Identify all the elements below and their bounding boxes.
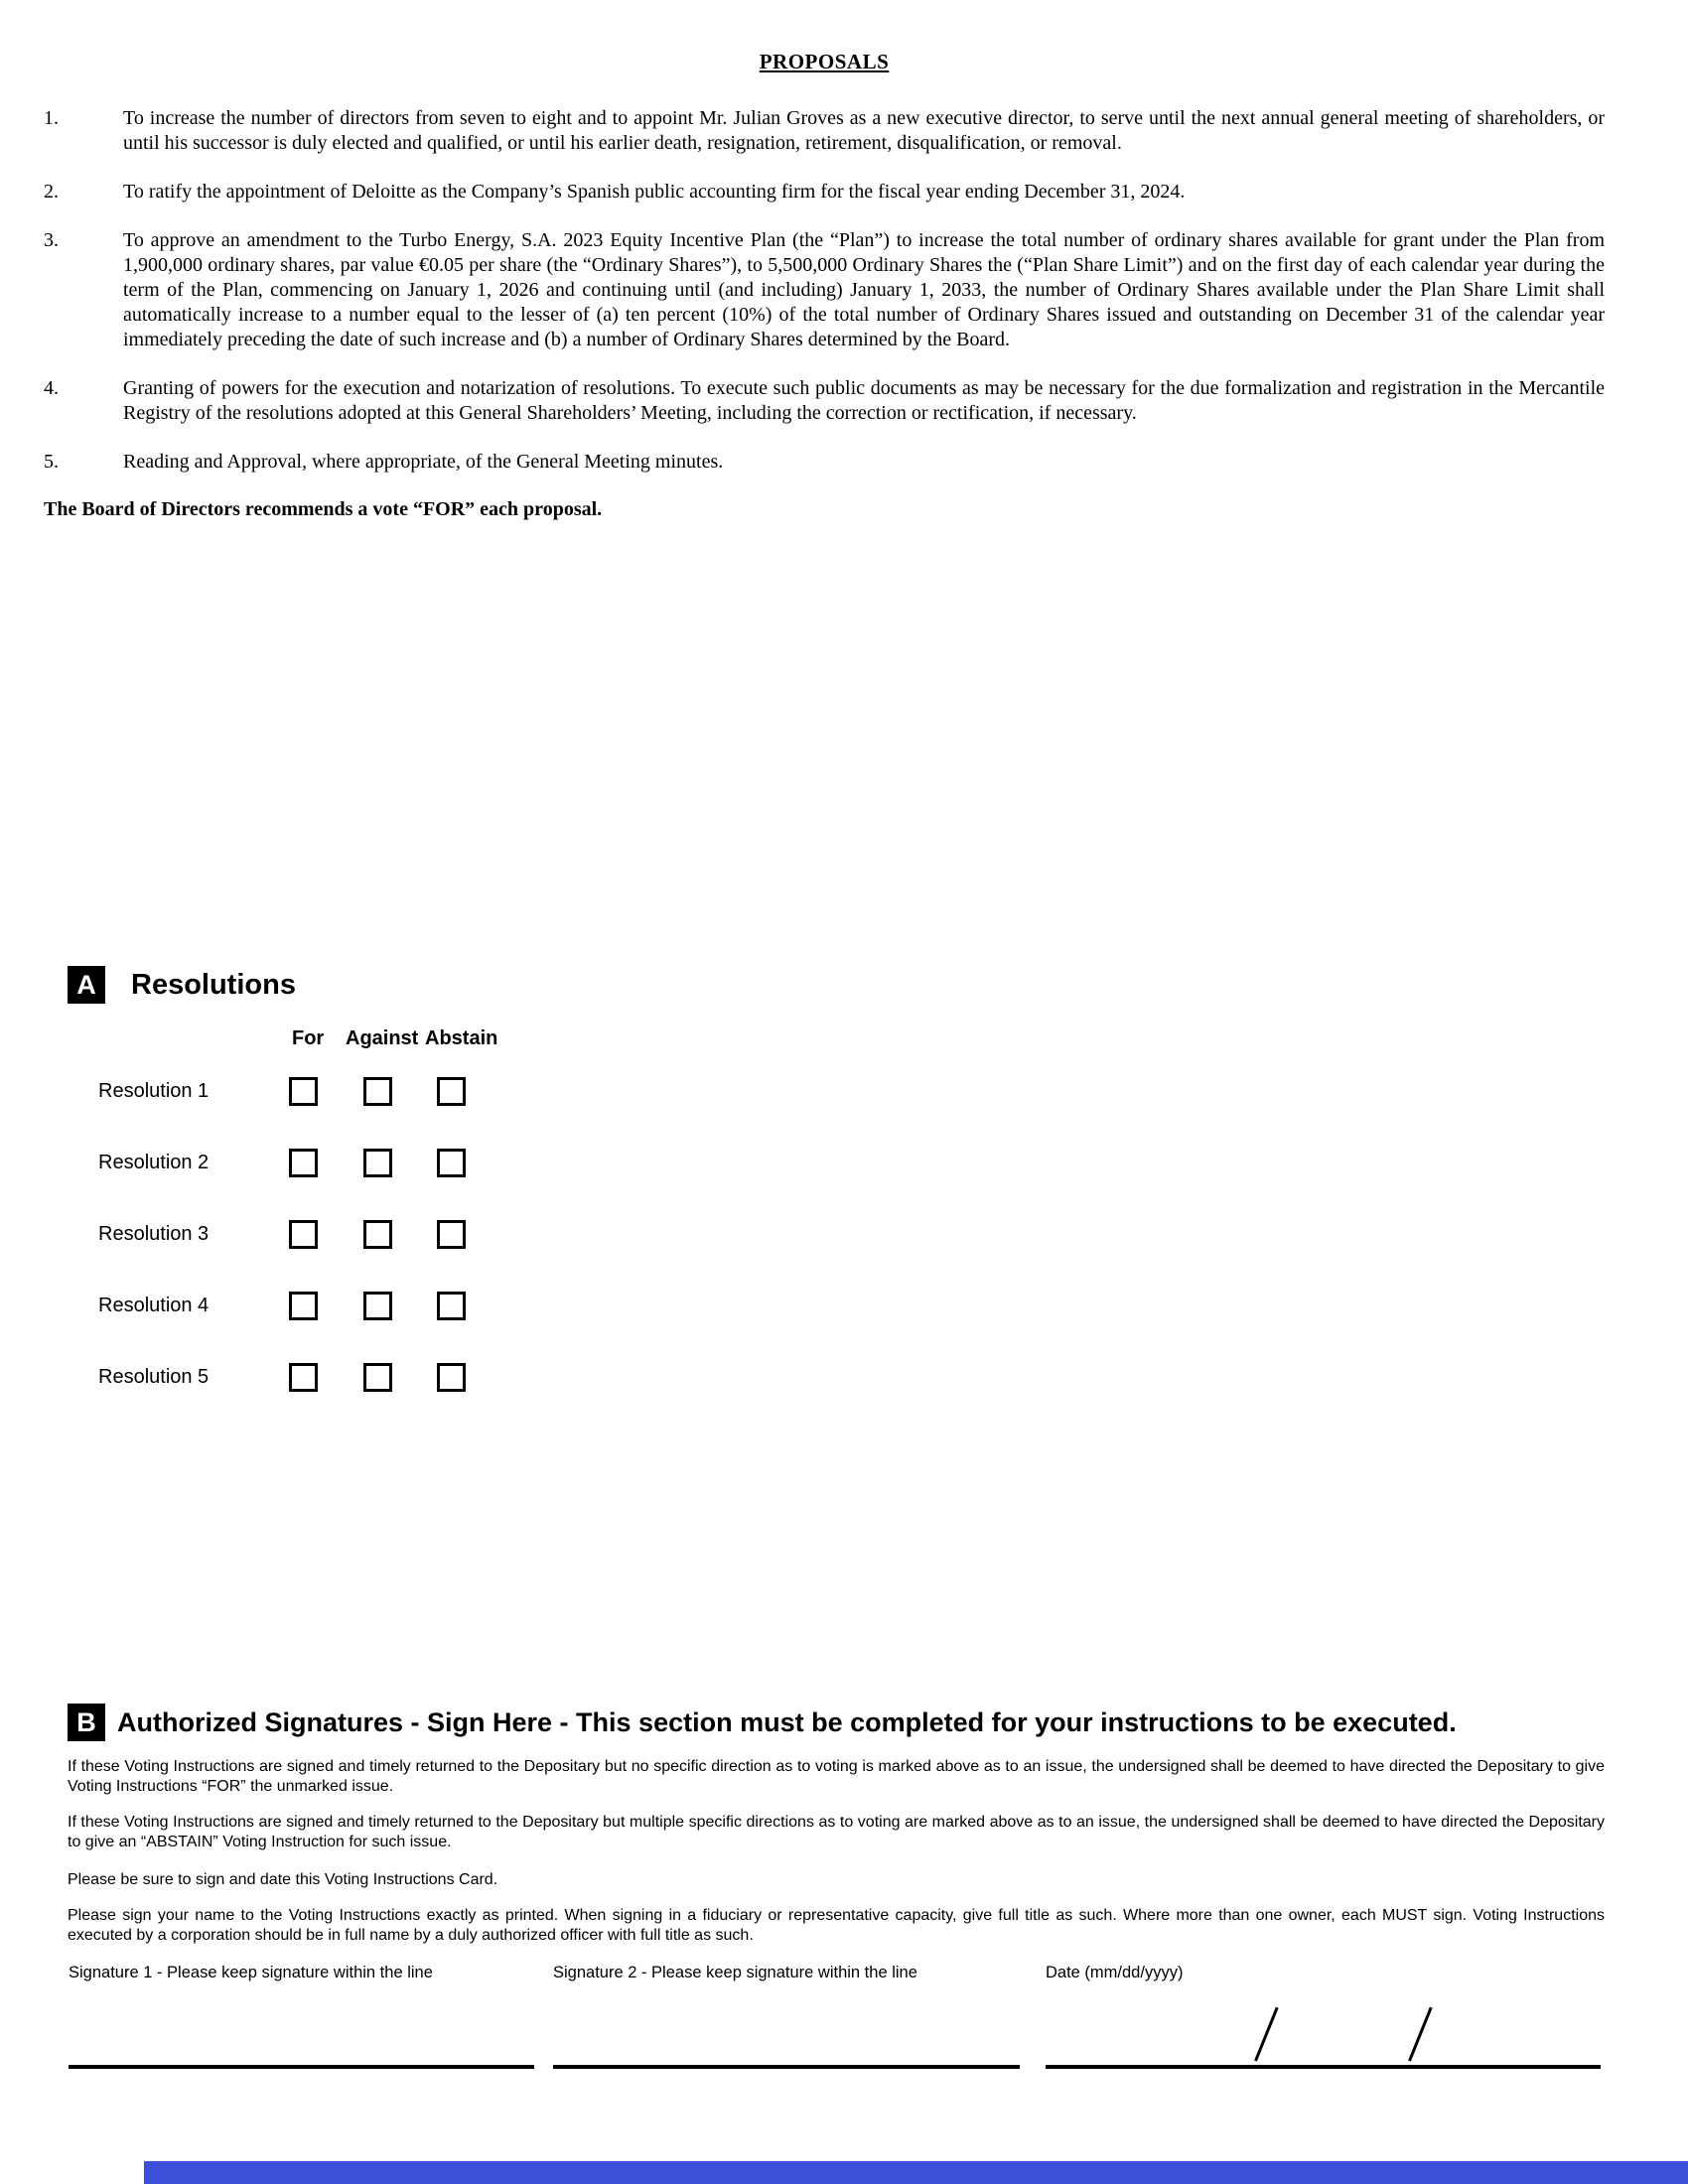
checkbox-against-resolution-5[interactable] [363, 1363, 392, 1392]
resolution-label: Resolution 1 [98, 1080, 210, 1102]
checkbox-abstain-resolution-3[interactable] [437, 1220, 466, 1249]
signature-row [68, 1964, 1605, 2069]
proposal-number: 2. [44, 181, 59, 203]
resolution-row-4 [68, 1292, 624, 1320]
checkbox-for-resolution-1[interactable] [289, 1077, 318, 1106]
instruction-paragraph-2: If these Voting Instructions are signed and timely returned to the Depositary but multiple specific directions as to voting are marked above as to an issue, the undersigned shall be deemed to have directed the Depositary to give an “ABSTAIN” Voting Instruction for such issue. [68, 1814, 1605, 1850]
proposal-item-5 [44, 450, 1605, 475]
proposal-text: To approve an amendment to the Turbo Energy, S.A. 2023 Equity Incentive Plan (the “Plan”) to increase the total number of ordinary shares available for grant under the Plan from 1,900,000 ordinary shares, par value €0.05 per share (the “Ordinary Shares”), to 5,500,000 Ordinary Shares the (“Plan Share Limit”) and on the first day of each calendar year during the term of the Plan, commencing on January 1, 2026 and continuing until (and including) January 1, 2033, the number of Ordinary Shares available under the Plan Share Limit shall automatically increase to a number equal to the lesser of (a) ten percent (10%) of the total number of Ordinary Shares issued and outstanding on December 31 of the calendar year immediately preceding the date of such increase and (b) a number of Ordinary Shares determined by the Board. [123, 229, 1605, 350]
section-a-header [68, 966, 683, 1004]
column-header-abstain: Abstain [425, 1027, 498, 1049]
resolutions-title: Resolutions [131, 968, 296, 1001]
board-recommendation: The Board of Directors recommends a vote “FOR” each proposal. [44, 498, 603, 520]
proposals-section [44, 50, 1605, 521]
checkbox-for-resolution-3[interactable] [289, 1220, 318, 1249]
proposal-item-3 [44, 228, 1605, 352]
checkbox-against-resolution-2[interactable] [363, 1149, 392, 1177]
proposals-heading: PROPOSALS [759, 50, 890, 73]
date-label: Date (mm/dd/yyyy) [1046, 1964, 1184, 1981]
resolution-row-1 [68, 1077, 624, 1106]
checkbox-for-resolution-2[interactable] [289, 1149, 318, 1177]
resolution-row-3 [68, 1220, 624, 1249]
signature-1-line[interactable] [69, 2065, 534, 2069]
date-separator-slash [1408, 2007, 1433, 2062]
signature-1-label: Signature 1 - Please keep signature within the line [69, 1964, 433, 1981]
checkbox-against-resolution-3[interactable] [363, 1220, 392, 1249]
section-a-marker: A [68, 966, 105, 1004]
checkbox-for-resolution-5[interactable] [289, 1363, 318, 1392]
checkbox-abstain-resolution-5[interactable] [437, 1363, 466, 1392]
instruction-paragraph-1: If these Voting Instructions are signed and timely returned to the Depositary but no specific direction as to voting is marked above as to an issue, the undersigned shall be deemed to have directed the Depositary to give Voting Instructions “FOR” the unmarked issue. [68, 1758, 1605, 1795]
resolution-row-2 [68, 1149, 624, 1177]
checkbox-against-resolution-1[interactable] [363, 1077, 392, 1106]
signature-2-line[interactable] [553, 2065, 1020, 2069]
proposals-list [44, 106, 1605, 475]
resolution-row-5 [68, 1363, 624, 1392]
proposal-item-2 [44, 180, 1605, 205]
proposal-item-4 [44, 376, 1605, 426]
checkbox-for-resolution-4[interactable] [289, 1292, 318, 1320]
proposal-text: To ratify the appointment of Deloitte as the Company’s Spanish public accounting firm for the fiscal year ending December 31, 2024. [123, 181, 1186, 203]
proposal-text: Reading and Approval, where appropriate, of the General Meeting minutes. [123, 451, 724, 473]
date-separator-slash [1254, 2007, 1279, 2062]
instruction-paragraph-4: Please sign your name to the Voting Instructions exactly as printed. When signing in a fiduciary or representative capacity, give full title as such. Where more than one owner, each MUST sign. Voting Instructions executed by a corporation should be in full name by a duly authorized officer with full title as such. [68, 1907, 1605, 1944]
proposal-number: 4. [44, 377, 59, 399]
proposal-number: 5. [44, 451, 59, 473]
footer-accent-bar [144, 2161, 1688, 2184]
resolution-label: Resolution 2 [98, 1152, 210, 1173]
signing-instructions [68, 1757, 1605, 1946]
resolutions-section [68, 966, 683, 1403]
proposal-number: 3. [44, 229, 59, 251]
signature-2-label: Signature 2 - Please keep signature within the line [553, 1964, 917, 1981]
signature-2-area [553, 1964, 1020, 2069]
checkbox-abstain-resolution-4[interactable] [437, 1292, 466, 1320]
section-b-header [68, 1704, 1605, 1741]
resolution-label: Resolution 3 [98, 1223, 210, 1245]
proposal-text: Granting of powers for the execution and notarization of resolutions. To execute such public documents as may be necessary for the due formalization and registration in the Mercantile Registry of the resolutions adopted at this General Shareholders’ Meeting, including the correction or rectification, if necessary. [123, 377, 1605, 424]
date-area [1046, 1964, 1601, 2069]
date-line[interactable] [1046, 2065, 1601, 2069]
proposal-item-1 [44, 106, 1605, 156]
resolution-label: Resolution 5 [98, 1366, 210, 1388]
authorized-signatures-title: Authorized Signatures - Sign Here - This section must be completed for your instructions to be executed. [117, 1706, 1457, 1737]
column-header-for: For [292, 1027, 325, 1049]
proposal-text: To increase the number of directors from seven to eight and to appoint Mr. Julian Groves as a new executive director, to serve until the next annual general meeting of shareholders, or until his successor is duly elected and qualified, or until his earlier death, resignation, retirement, disqualification, or removal. [123, 107, 1605, 154]
resolution-label: Resolution 4 [98, 1295, 210, 1316]
column-header-against: Against [346, 1027, 419, 1049]
checkbox-abstain-resolution-2[interactable] [437, 1149, 466, 1177]
checkbox-against-resolution-4[interactable] [363, 1292, 392, 1320]
authorized-signatures-section [68, 1704, 1605, 2069]
section-b-marker: B [68, 1704, 105, 1741]
proposal-number: 1. [44, 107, 59, 129]
checkbox-abstain-resolution-1[interactable] [437, 1077, 466, 1106]
instruction-paragraph-3: Please be sure to sign and date this Voting Instructions Card. [68, 1871, 498, 1888]
signature-1-area [69, 1964, 534, 2069]
